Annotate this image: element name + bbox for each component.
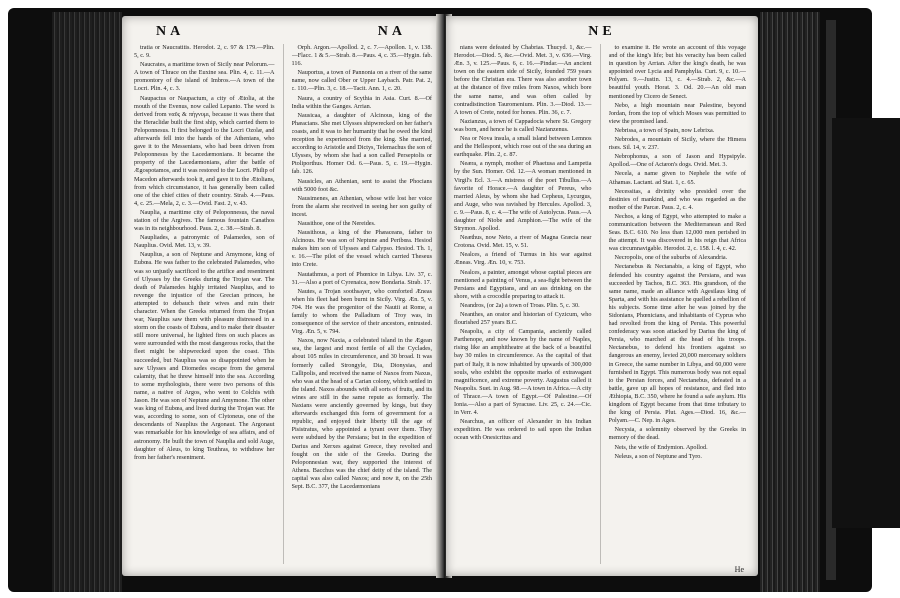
dictionary-entry: tratia or Naucratitis. Herodot. 2, c. 97 & 179.—Plin. 5, c. 9. — [134, 44, 275, 60]
left-page-header — [122, 24, 440, 38]
dictionary-entry: Naura, a country of Scythia in Asia. Curt. 8.—Of India within the Ganges. Arrian. — [291, 94, 432, 110]
dictionary-entry: Nearchus, an officer of Alexander in his Indian expedition. He was ordered to sail upon the Indian ocean with Onesicritus and — [454, 418, 592, 442]
dictionary-entry: Necropolis, one of the suburbs of Alexandria. — [614, 254, 728, 262]
dictionary-entry: Nauportus, a town of Pannonia on a river of the same name, now called Ober or Upper Laybach. Patr. Pat. 2, c. 110.—Plin. 3, c. 18.—Tacit. Ann. 1, c. 20. — [291, 69, 432, 93]
dictionary-entry: Nebrophonus, a son of Jason and Hypsipyle. Apollod.—One of Actæon's dogs. Ovid. Met. 3. — [608, 153, 746, 169]
dictionary-entry: Nea or Nova insula, a small island between Lemnos and the Hellespont, which rose out of the sea during an earthquake. Plin. 2, c. 87. — [454, 135, 592, 159]
dictionary-entry: Neleus, a son of Neptune and Tyro. — [614, 452, 702, 460]
dictionary-entry: to examine it. He wrote an account of this voyage and of the king's life; but his veracity has been called in question by Arrian. After the king's death, he was appointed over Lycia and Pamphylia. Curt. 9, c. 10.—Polyæn. 9.—Justin. 13, c. 4.—Strab. 2, &c.—A beautiful youth. Horat. 3. Od. 20.—An old man mentioned by Cicero de Senect. — [608, 44, 746, 100]
dictionary-entry: Nechos, a king of Egypt, who attempted to make a communication between the Mediterranean and Red Seas. B.C. 610. No less than 12,000 men perished in the attempt. It was discovered in his reign that Africa was circumnavigable. Herodot. 2, c. 158. l. 4, c. 42. — [608, 212, 746, 253]
left-page-edges — [52, 12, 122, 592]
right-page-edges — [760, 12, 820, 592]
left-page-columns — [134, 44, 432, 564]
left-column-1 — [134, 44, 275, 564]
dictionary-entry: Nausithous, a king of the Phæaceans, father to Alcinous. He was son of Neptune and Peribœa. Hesiod makes him son of Ulysses and Calypso. Hesiod. Th. 1, v. 16.—The pilot of the vessel which carried Theseus into Crete. — [291, 229, 432, 269]
column-rule — [283, 44, 284, 564]
dictionary-entry: Necessitas, a divinity who presided over the destinies of mankind, and who was regarded as the mother of the Parcæ. Paus. 2, c. 4. — [608, 187, 746, 211]
dictionary-entry: Neæthus, now Neto, a river of Magna Græcia near Crotona. Ovid. Met. 15, v. 51. — [454, 234, 592, 250]
dictionary-entry: Nautathmus, a port of Phœnice in Libya. Liv. 37, c. 31.—Also a port of Cyrenaica, now Bondaria. Strab. 17. — [291, 270, 432, 286]
dictionary-entry: Nectanebus & Nectanabis, a king of Egypt, who defended his country against the Persians, and was succeeded by Tachos, B.C. 363. His grandson, of the same name, made an alliance with Agesilaus king of Sparta, and with his assistance he quelled a rebellion of his subjects. Some time after he was joined by the Sidonians, Phœnicians, and inhabitants of Cyprus who had revolted from the king of Persia. This powerful confederacy was soon attacked by Darius the king of Persia, who marched at the head of his troops. Nectanebus, to defend his frontiers against so dangerous an enemy, levied 20,000 mercenary soldiers in Greece, the same number in Libya, and 60,000 were furnished in Egypt. This numerous body was not equal to the Persian forces, and Nectanebus, defeated in a battle, gave up all hopes of resistance, and fled into Æthiopia, B.C. 350, where he found a safe asylum. His kingdom of Egypt became from that time tributary to the king of Persia. Plut. Ages.—Diod. 16, &c.—Polyæn.—C. Nep. in Ages. — [608, 263, 746, 425]
left-column-2 — [292, 44, 433, 564]
dictionary-entry: Nazianzus, a town of Cappadocia where St. Gregory was born, and hence he is called Nazianzenus. — [454, 117, 592, 133]
right-page-header — [446, 24, 758, 38]
dictionary-entry: Nauplia, a maritime city of Peloponnesus, the naval station of the Argives. The famous fountain Canathos was in its neighbourhood. Paus. 2, c. 38.—Strab. 8. — [134, 208, 275, 233]
dictionary-entry: Nebrodes, a mountain of Sicily, where the Himera rises. Sil. 14, v. 237. — [608, 136, 746, 152]
dictionary-entry: Neapolis, a city of Campania, anciently called Parthenope, and now known by the name of Naples, rising like an amphitheatre at the back of a beautiful bay 30 miles in circumference. As the capital of that part of Italy, it is now inhabited by upwards of 300,000 souls, who exhibit the opposite marks of extravagant magnificence, and extreme poverty. Augustus called it Neapolis. Suet. in Aug. 98.—A town in Africa.—A city of Thrace.—A town of Egypt.—Of Palestine.—Of Ionia.—Also a part of Syracuse. Liv. 25, c. 24.—Cic. in Verr. 4. — [454, 328, 592, 417]
dictionary-entry: Naupactus or Naupactum, a city of Ætolia, at the mouth of the Evenus, now called Lepanto. The word is derived from ναῦς & πήγνυμι, because it was there that the Heraclidæ built the first ship, which carried them to Peloponnesus. It first belonged to the Locri Ozolæ, and afterwards fell into the hands of the Athenians, who gave it to the Messenians, who had been driven from Peloponnesus by the Lacedæmonians. It became the property of the Lacedæmonians, after the battle of Ægospotamos, and it was restored to the Locri. Philip of Macedon afterwards took it, and gave it to the Ætolians, from which circumstance, it has generally been called one of the chief cities of their country. Strab. 4.—Paus. 4, c. 25.—Mela, 2, c. 3.—Ovid. Fast. 2, v. 43. — [134, 94, 275, 207]
dictionary-entry: Naxos, now Naxia, a celebrated island in the Ægean sea, the largest and most fertile of all the Cyclades, about 105 miles in circumference, and 30 broad. It was formerly called Strongyle, Dia, Dionysias, and Callipolis, and received the name of Naxos from Naxus, who was at the head of a Carian colony, which settled in the island. Naxos abounds with all sorts of fruits, and its wines are still in the same repute as formerly. The Naxians were anciently governed by kings, but they afterwards exchanged this form of government for a republic, and enjoyed their liberty till the age of Pisistratus, who appointed a tyrant over them. They were subdued by the Persians; but in the expedition of Darius and Xerxes against Greece, they revolted and fought on the side of the Greeks. During the Peloponnesian war, they supported the interest of Athens. Bacchus was the chief deity of the island. The capital was also called Naxos; and now it, on the 25th Sept. B.C. 377, the Lacedæmonians — [291, 337, 432, 490]
dictionary-entry: Nebo, a high mountain near Palestine, beyond Jordan, from the top of which Moses was permitted to view the promised land. — [608, 101, 746, 125]
dictionary-entry: Neanthes, an orator and historian of Cyzicum, who flourished 257 years B.C. — [454, 311, 592, 327]
dictionary-entry: Necysia, a solemnity observed by the Greeks in memory of the dead. — [608, 426, 746, 442]
dictionary-entry: Necela, a name given to Nephele the wife of Athamas. Lactant. ad Stat. 1, c. 65. — [608, 170, 746, 186]
right-header: NE — [588, 24, 616, 39]
column-rule — [600, 44, 601, 564]
left-header-left: NA — [156, 24, 185, 39]
dictionary-entry: Nauplius, a son of Neptune and Amymone, king of Eubœa. He was father to the celebrated Palamedes, who was so unjustly sacrificed to the artifice and resentment of Ulysses by the Greeks during the Trojan war. The death of Palamedes highly irritated Nauplius, and to revenge the injustice of the Grecian princes, he attempted to debauch their wives and ruin their character. When the Greeks returned from the Trojan war, Nauplius saw them with pleasure distressed in a storm on the coasts of Eubœa, and to make their disaster still more universal, he lighted fires on such places as were surrounded with the most dangerous rocks, that the fleet might be shipwrecked upon the coast. This succeeded, but Nauplius was so disappointed when he saw Ulysses and Diomedes escape from the general calamity, that he threw himself into the sea. According to some mythologists, there were two persons of this name, a native of Argos, who went to Colchis with Jason. He was son of Neptune and Amymone. The other was king of Eubœa, and lived during the Trojan war. He was, according to some, son of Clytoneus, one of the descendants of Nauplius the Argonaut. The Argonaut was remarkable for his knowledge of sea affairs, and of astronomy. He built the town of Nauplia and sold Auge, daughter of Aleus, to king Teuthras, to withdraw her from her father's resentment. — [134, 251, 275, 461]
dictionary-entry: Nebrissa, a town of Spain, now Lebrixa. — [614, 126, 715, 134]
dictionary-entry: Neandros, (or 2a) a town of Troas. Plin. 5, c. 30. — [460, 301, 580, 309]
right-column-1 — [454, 44, 592, 564]
right-page — [446, 16, 758, 576]
dictionary-entry: Naucrates, a maritime town of Sicily near Pelorum.—A town of Thrace on the Euxine sea. Plin. 4, c. 11.—A promontory of the island of Imbros.—A town of the Locri. Plin. 4, c. 3. — [134, 61, 275, 93]
dictionary-entry: Nautes, a Trojan soothsayer, who comforted Æneas when his fleet had been burnt in Sicily. Virg. Æn. 5, v. 704. He was the progenitor of the Nautii at Rome, a family to whom the Palladium of Troy was, in consequence of the service of their ancestors, entrusted. Virg. Æn. 5, v. 794. — [291, 287, 432, 336]
catchword: He — [734, 565, 744, 574]
left-header-right: NA — [377, 24, 406, 39]
dictionary-entry: Neæra, a nymph, mother of Phaetusa and Lampetia by the Sun. Homer. Od. 12.—A woman mentioned in Virgil's Ecl. 3.—A mistress of the poet Tibullus.—A favorite of Horace.—A daughter of Pereus, who married Aleus, by whom she had Cepheus, Lycurgus, and Auge, who was ravished by Hercules. Apollod. 3, c. 9.—Paus. 8, c. 4.—The wife of Autolycus. Paus.—A daughter of Niobe and Amphion.—The wife of the Strymon. Apollod. — [454, 160, 592, 233]
cover-back-block — [832, 118, 900, 528]
dictionary-entry: Nealces, a painter, amongst whose capital pieces are mentioned a painting of Venus, a sea-fight between the Persians and Egyptians, and an ass drinking on the shore, with a crocodile preparing to attack it. — [454, 268, 592, 300]
left-page — [122, 16, 440, 576]
dictionary-entry: Nausithoe, one of the Nereides. — [297, 219, 376, 227]
right-column-2 — [609, 44, 747, 564]
dictionary-entry: Nausicles, an Athenian, sent to assist the Phocians with 5000 foot &c. — [291, 177, 432, 193]
dictionary-entry: Nausicaa, a daughter of Alcinous, king of the Phæacians. She met Ulysses shipwrecked on her father's coasts, and it was to her humanity that he owed the kind reception he experienced from the king. She married, according to Aristotle and Dictys, Telemachus the son of Ulysses, by whom she had a son called Perseptolis or Ptoliporthus. Homer Od. 6.—Paus. 5, c. 19.—Hygin. fab. 126. — [291, 111, 432, 176]
dictionary-entry: Naupliades, a patronymic of Palamedes, son of Nauplius. Ovid. Met. 13, v. 39. — [134, 234, 275, 250]
dictionary-entry: nians were defeated by Chabrias. Thucyd. 1, &c.—Herodot.—Diod. 5, &c.—Ovid. Met. 3, v. 636.—Virg. Æn. 3, v. 125.—Paus. 6, c. 16.—Pindar.—An ancient town on the eastern side of Sicily, founded 759 years before the Christian era. There was also another town at the distance of five miles from Naxos, which bore the same name, and was often called by contradistinction Tauromenium. Plin. 3.—Diod. 13.—A town of Crete, noted for hones. Plin. 36, c. 7. — [454, 44, 592, 116]
dictionary-entry: Neis, the wife of Endymion. Apollod. — [614, 443, 708, 451]
dictionary-entry: Nausimenes, an Athenian, whose wife lost her voice from the alarm she received in seeing her son guilty of incest. — [291, 194, 432, 218]
dictionary-entry: Orph. Argon.—Apollod. 2, c. 7.—Apollon. 1, v. 138.—Flacc. 1 & 5.—Strab. 8.—Paus. 4, c. 35.—Hygin. fab. 116. — [291, 44, 432, 68]
dictionary-entry: Nealces, a friend of Turnus in his war against Æneas. Virg. Æn. 10, v. 753. — [454, 251, 592, 267]
right-page-columns — [454, 44, 746, 564]
